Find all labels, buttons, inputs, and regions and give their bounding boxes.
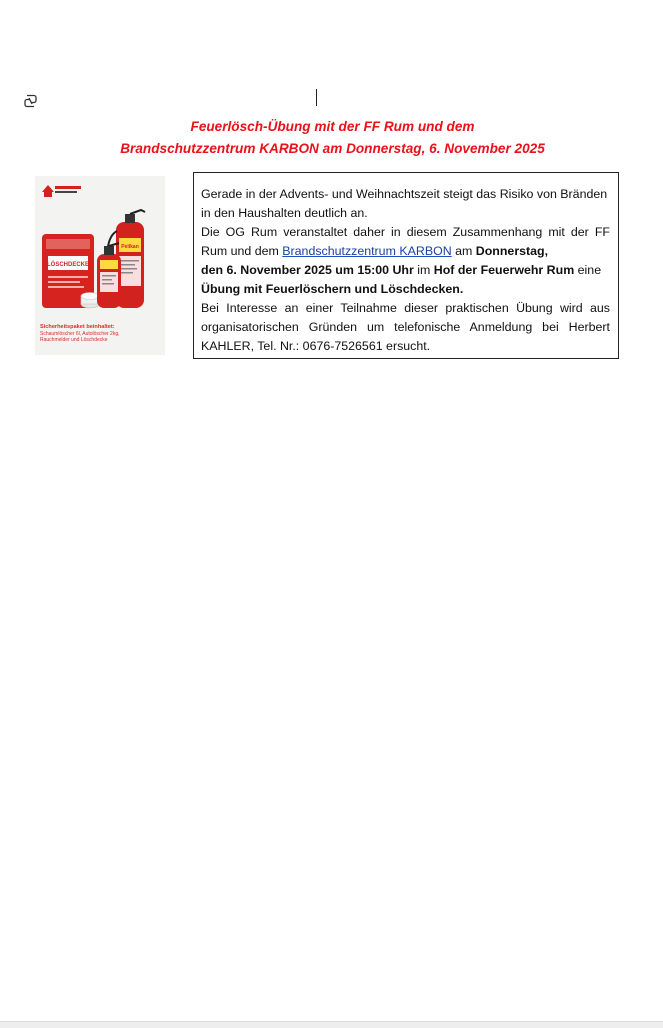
event-paragraph: Die OG Rum veranstaltet daher in diesem Zusammenhang mit der FF Rum und dem Brandschutzzentrum KARBON am Donnerstag, [201, 225, 610, 258]
poster-caption-title: Sicherheitspaket beinhaltet: [40, 324, 115, 330]
heading-line-1: Feuerlösch-Übung mit der FF Rum und dem [190, 119, 475, 134]
text-cursor [316, 89, 317, 106]
event-date-time: den 6. November 2025 um 15:00 Uhr [201, 263, 414, 277]
event-topic: Übung mit Feuerlöschern und Löschdecken. [201, 282, 464, 296]
copilot-icon[interactable] [23, 94, 38, 108]
registration-paragraph: Bei Interesse an einer Teilnahme dieser praktischen Übung wird aus organisatorischen Gründen um telefonische Anmeldung bei Herbert KAHLER, Tel. Nr.: 0676-7526561 ersucht. [201, 301, 610, 353]
event-day: Donnerstag, [475, 244, 549, 258]
safety-package-image [35, 176, 165, 355]
poster-caption [40, 324, 165, 343]
intro-paragraph: Gerade in der Advents- und Weihnachtszeit steigt das Risiko von Bränden in den Haushalten deutlich an. [201, 187, 608, 220]
blanket-label: LÖSCHDECKE [46, 262, 90, 268]
announcement-textbox[interactable] [193, 172, 619, 359]
poster-caption-line-1: Schaumlöscher 6l, Autolöscher 2kg, [40, 331, 120, 337]
heading-line-2: Brandschutzzentrum KARBON am Donnerstag, 6. November 2025 [120, 141, 545, 156]
event-date-paragraph: den 6. November 2025 um 15:00 Uhr im Hof der Feuerwehr Rum eine [201, 263, 602, 277]
brandschutz-logo [42, 185, 81, 197]
poster-caption-line-2: Rauchmelder und Löschdecke [40, 337, 108, 343]
brandschutzzentrum-link[interactable]: Brandschutzzentrum KARBON [282, 244, 452, 258]
extinguisher-brand: Pelikan [121, 244, 139, 250]
event-location: Hof der Feuerwehr Rum [433, 263, 575, 277]
